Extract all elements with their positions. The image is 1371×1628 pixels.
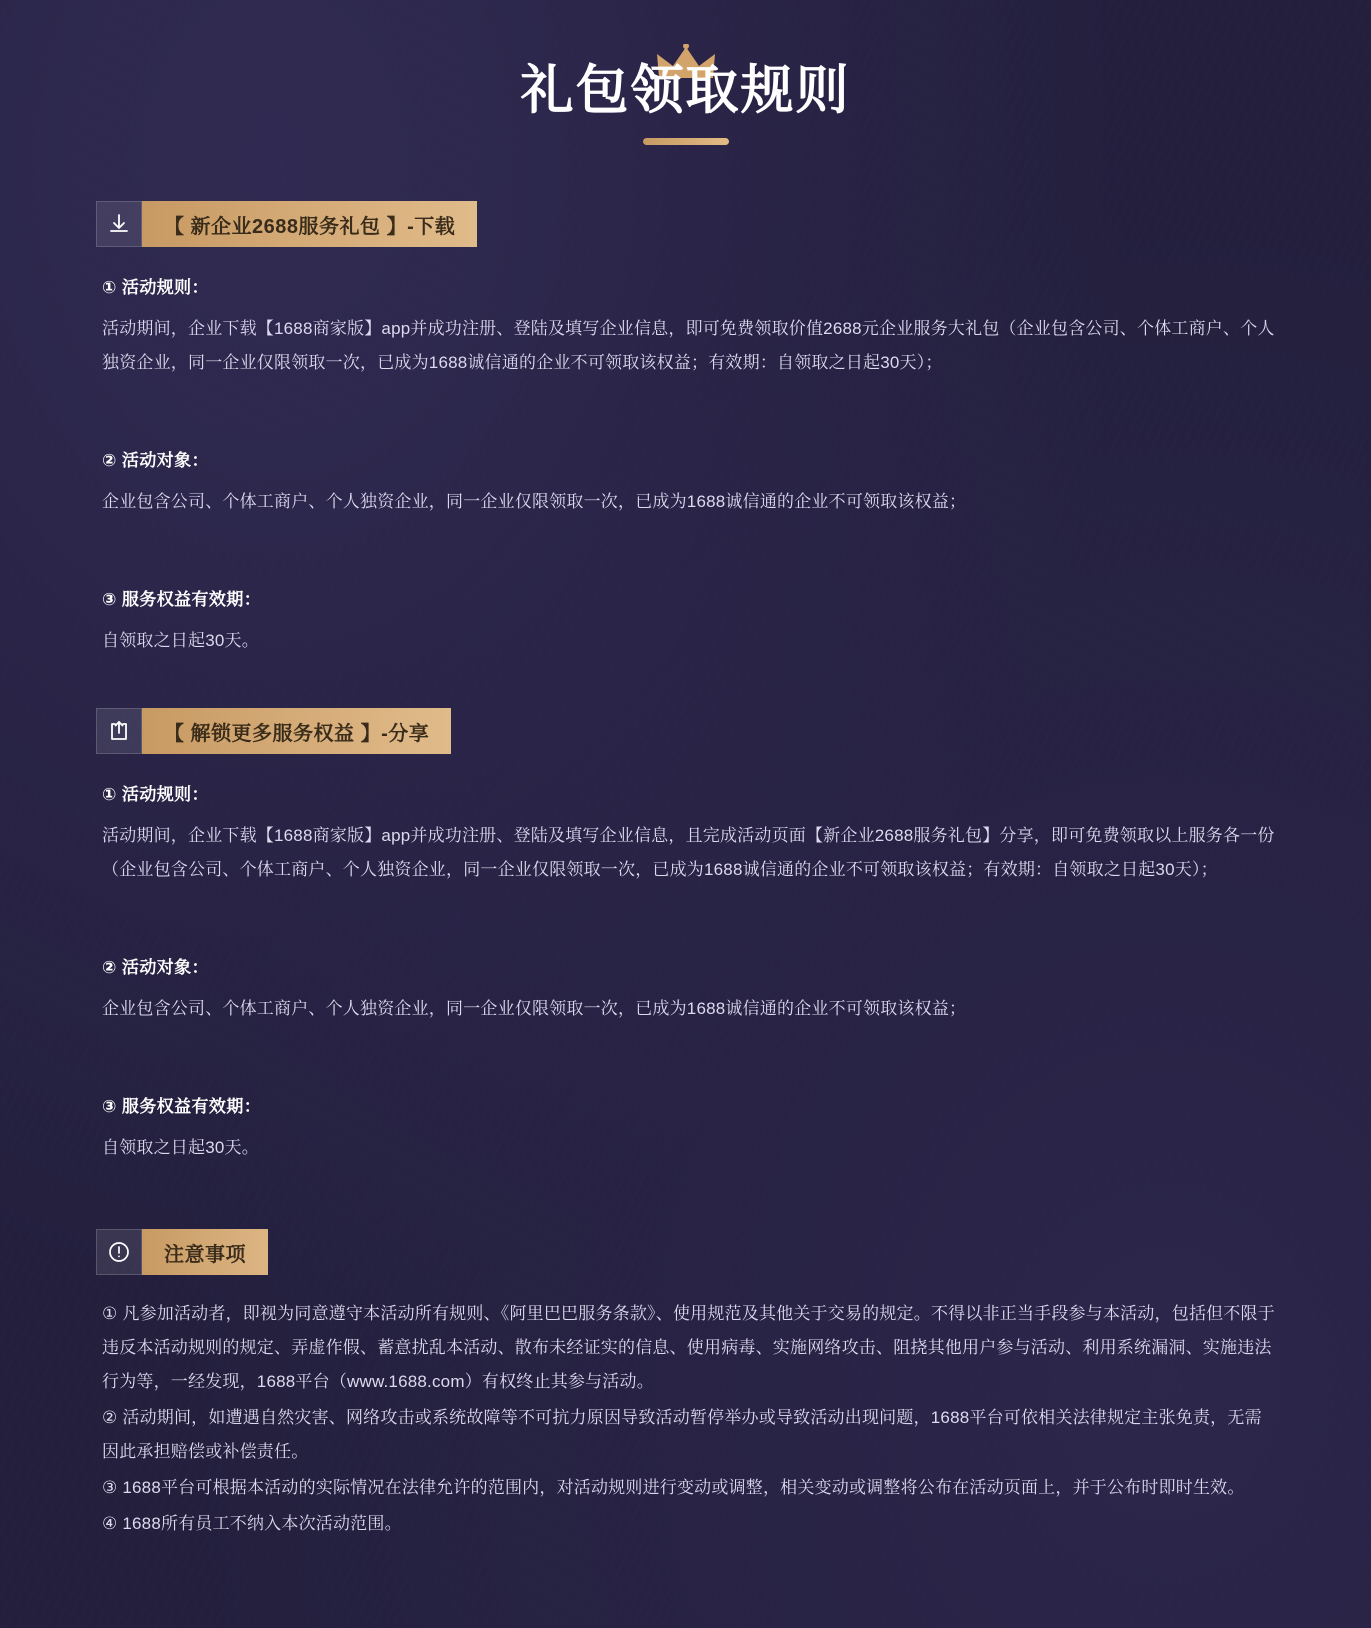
block-title: ② 活动对象： [102,451,209,471]
block-title: ③ 服务权益有效期： [102,1097,262,1117]
section-share [96,708,1275,1165]
block-title: ③ 服务权益有效期： [102,590,262,610]
download-icon [96,201,142,247]
section-header-share [96,708,1275,754]
block-text: 活动期间，企业下载【1688商家版】app并成功注册、登陆及填写企业信息，且完成活动页面【新企业2688服务礼包】分享，即可免费领取以上服务各一份（企业包含公司、个体工商户、个人独资企业，同一企业仅限领取一次，已成为1688诚信通的企业不可领取该权益；有效期：自领取之日起30天）； [102,826,1275,880]
title-underline [643,138,729,145]
block-title: ② 活动对象： [102,958,209,978]
page-title: 礼包领取规则 [520,61,851,120]
section-label-download: 【 新企业2688服务礼包 】-下载 [142,201,477,247]
block-text: 自领取之日起30天。 [102,1138,259,1158]
list-item: ④ 1688所有员工不纳入本次活动范围。 [102,1514,402,1534]
section-label-notice: 注意事项 [142,1229,268,1275]
section-header-download [96,201,1275,247]
block-text: 企业包含公司、个体工商户、个人独资企业，同一企业仅限领取一次，已成为1688诚信通的企业不可领取该权益； [102,492,967,512]
block-text: 自领取之日起30天。 [102,631,259,651]
exclamation-circle-icon [96,1229,142,1275]
section-download [96,201,1275,658]
share-icon [96,708,142,754]
section-header-notice [96,1229,1275,1275]
list-item: ③ 1688平台可根据本活动的实际情况在法律允许的范围内，对活动规则进行变动或调整，相关变动或调整将公布在活动页面上，并于公布时即时生效。 [102,1478,1245,1498]
block-title: ① 活动规则： [102,785,209,805]
block-text: 企业包含公司、个体工商户、个人独资企业，同一企业仅限领取一次，已成为1688诚信通的企业不可领取该权益； [102,999,967,1019]
page-header [96,0,1275,145]
section-label-share: 【 解锁更多服务权益 】-分享 [142,708,451,754]
notice-list [102,1297,1275,1541]
block-text: 活动期间，企业下载【1688商家版】app并成功注册、登陆及填写企业信息，即可免费领取价值2688元企业服务大礼包（企业包含公司、个体工商户、个人独资企业，同一企业仅限领取一次，已成为1688诚信通的企业不可领取该权益；有效期：自领取之日起30天）； [102,319,1275,373]
block-title: ① 活动规则： [102,278,209,298]
list-item: ② 活动期间，如遭遇自然灾害、网络攻击或系统故障等不可抗力原因导致活动暂停举办或导致活动出现问题，1688平台可依相关法律规定主张免责，无需因此承担赔偿或补偿责任。 [102,1408,1262,1462]
list-item: ① 凡参加活动者，即视为同意遵守本活动所有规则、《阿里巴巴服务条款》、使用规范及其他关于交易的规定。不得以非正当手段参与本活动，包括但不限于违反本活动规则的规定、弄虚作假、蓄意扰乱本活动、散布未经证实的信息、使用病毒、实施网络攻击、阻挠其他用户参与活动、利用系统漏洞、实施违法行为等，一经发现，1688平台（www.1688.com）有权终止其参与活动。 [102,1304,1275,1392]
section-notice [96,1229,1275,1541]
